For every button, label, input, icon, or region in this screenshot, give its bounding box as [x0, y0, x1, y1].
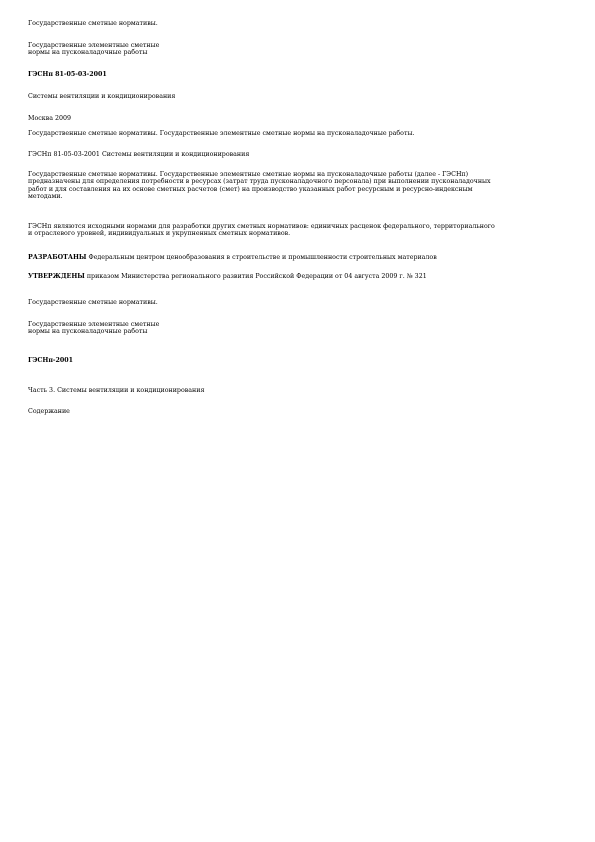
running-title: Государственные сметные нормативы. Государственные элементные сметные нормы на пусконаладочные работы. — [28, 130, 415, 137]
developed-by-text: Федеральным центром ценообразования в строительстве и промышленности строительных материалов — [86, 254, 437, 261]
approved-by-text: приказом Министерства регионального развития Российской Федерации от 04 августа 2009 г. № 321 — [84, 273, 427, 280]
heading-elemental-norms-repeat: Государственные элементные сметные нормы на пусконаладочные работы — [28, 321, 160, 336]
part-title: Часть 3. Системы вентиляции и кондиционирования — [28, 387, 205, 394]
contents-heading: Содержание — [28, 408, 70, 415]
document-code: ГЭСНп 81-05-03-2001 — [28, 71, 107, 78]
approved-by-paragraph — [28, 273, 563, 280]
document-subject: Системы вентиляции и кондиционирования — [28, 93, 176, 100]
document-title-line: ГЭСНп 81-05-03-2001 Системы вентиляции и кондиционирования — [28, 151, 250, 158]
heading-state-norms: Государственные сметные нормативы. — [28, 20, 158, 27]
source-norms-paragraph: ГЭСНп являются исходными нормами для разработки других сметных нормативов: единичных расценок федерального, территориального и отраслевого уровней, индивидуальных и укрупненных сметных нормативов. — [28, 223, 495, 238]
developed-by-paragraph — [28, 254, 563, 261]
heading-elemental-norms: Государственные элементные сметные нормы на пусконаладочные работы — [28, 42, 160, 57]
approved-by-label: УТВЕРЖДЕНЫ — [28, 273, 85, 280]
collection-code: ГЭСНп-2001 — [28, 357, 74, 364]
publication-place-year: Москва 2009 — [28, 115, 72, 122]
developed-by-label: РАЗРАБОТАНЫ — [28, 254, 87, 261]
purpose-paragraph: Государственные сметные нормативы. Государственные элементные сметные нормы на пусконаладочные работы (далее - ГЭСНп) предназначены для определения потребности в ресурсах (затрат труда пусконаладочного персонала) при выполнении пусконаладочных работ и для составления на их основе сметных расчетов (смет) на производство указанных работ ресурсным и ресурсно-индексным методами. — [28, 171, 491, 201]
heading-state-norms-repeat: Государственные сметные нормативы. — [28, 299, 158, 306]
